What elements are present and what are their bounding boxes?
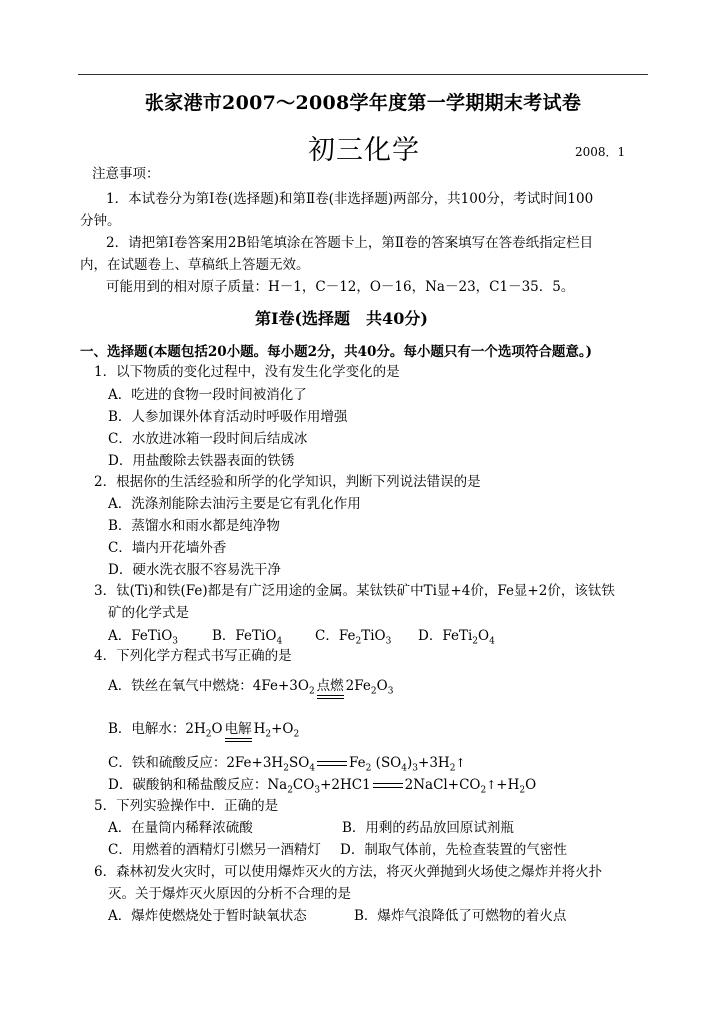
q6-option-b: B．爆炸气浪降低了可燃物的着火点 <box>354 908 567 924</box>
equals-sign <box>317 761 347 766</box>
equals-sign <box>373 783 403 788</box>
q2-option-b: B．蒸馏水和雨水都是纯净物 <box>108 518 280 534</box>
q5-option-b: B．用剩的药品放回原试剂瓶 <box>342 820 514 836</box>
q6-stem-2: 灭。关于爆炸灭火原因的分析不合理的是 <box>108 886 351 902</box>
part1-instruction: 一、选择题(本题包括20小题。每小题2分，共40分。每小题只有一个选项符合题意。) <box>80 344 592 360</box>
q2-option-c: C．墙内开花墙外香 <box>108 540 227 556</box>
q3-option-d: D．$FeTi_2O_4$ <box>418 628 495 647</box>
top-rule <box>78 74 648 75</box>
q3-stem-1: 3．钛(Ti)和铁(Fe)都是有广泛用途的金属。某钛铁矿中Ti显+4价，Fe显+2价，该钛铁 <box>94 583 615 599</box>
q6-option-a: A．爆炸使燃烧处于暂时缺氧状态 <box>108 908 307 924</box>
gas-arrow-icon: ↑ <box>486 778 497 792</box>
q2-option-a: A．洗涤剂能除去油污主要是它有乳化作用 <box>108 496 361 512</box>
q3-option-b: B．FeTiO$_4$ <box>212 628 283 647</box>
q4-option-a: A．铁丝在氧气中燃烧：$4Fe+3O_2$ 点燃 $2Fe_2O_3$ <box>108 678 394 697</box>
reaction-condition: 电解 <box>224 721 252 737</box>
q2-stem: 2．根据你的生活经验和所学的化学知识，判断下列说法错误的是 <box>94 474 481 490</box>
q4-option-d: D．碳酸钠和稀盐酸反应：$Na_2CO_3+2HC1$ $2NaCl+CO_2↑+H_2O$ <box>108 777 537 796</box>
notice-line-1b: 分钟。 <box>80 213 121 229</box>
q1-option-b: B．人参加课外体育活动时呼吸作用增强 <box>108 409 348 425</box>
notice-line-1a: 1．本试卷分为第Ⅰ卷(选择题)和第Ⅱ卷(非选择题)两部分，共100分，考试时间100 <box>106 191 594 207</box>
q5-option-d: D．制取气体前，先检查装置的气密性 <box>340 842 567 858</box>
notice-line-2b: 内，在试题卷上、草稿纸上答题无效。 <box>80 257 310 273</box>
q1-option-d: D．用盐酸除去铁器表面的铁锈 <box>108 453 295 469</box>
notice-line-2a: 2．请把第Ⅰ卷答案用2B铅笔填涂在答题卡上，第Ⅱ卷的答案填写在答卷纸指定栏目 <box>106 235 594 251</box>
subject-title: 初三化学 <box>308 135 420 166</box>
notice-line-3: 可能用到的相对原子质量：H－1，C－12，O－16，Na－23，C1－35．5。 <box>106 279 575 295</box>
reaction-condition: 点燃 <box>316 678 344 694</box>
gas-arrow-icon: ↑ <box>455 756 466 770</box>
q5-option-a: A．在量筒内稀释浓硫酸 <box>108 820 253 836</box>
part1-title: 第Ⅰ卷(选择题 共40分) <box>255 309 428 328</box>
q5-stem: 5．下列实验操作中．正确的是 <box>94 798 279 814</box>
q1-option-a: A．吃进的食物一段时间被消化了 <box>108 387 307 403</box>
exam-date: 2008．1 <box>575 145 626 159</box>
q4-stem: 4．下列化学方程式书写正确的是 <box>94 648 292 664</box>
q6-stem-1: 6．森林初发火灾时，可以使用爆炸灭火的方法，将灭火弹抛到火场使之爆炸并将火扑 <box>94 864 603 880</box>
exam-title: 张家港市2007～2008学年度第一学期期末考试卷 <box>144 92 582 114</box>
q4-option-b: B．电解水：$2H_2O$ 电解 $H_2+O_2$ <box>108 721 300 740</box>
q5-option-c: C．用燃着的酒精灯引燃另一酒精灯 <box>108 842 321 858</box>
q1-option-c: C．水放进冰箱一段时间后结成冰 <box>108 431 308 447</box>
q3-option-c: C．$Fe_2TiO_3$ <box>315 628 392 647</box>
q1-stem: 1．以下物质的变化过程中，没有发生化学变化的是 <box>94 364 400 380</box>
q3-stem-2: 矿的化学式是 <box>108 605 189 621</box>
q3-option-a: A．FeTiO$_3$ <box>108 628 178 647</box>
notice-heading: 注意事项： <box>92 166 160 182</box>
q2-option-d: D．硬水洗衣服不容易洗干净 <box>108 562 281 578</box>
q4-option-c: C．铁和硫酸反应：$2Fe+3H_2SO_4$ $Fe_2$ $(SO_4)_3+3H_2↑$ <box>108 755 466 774</box>
